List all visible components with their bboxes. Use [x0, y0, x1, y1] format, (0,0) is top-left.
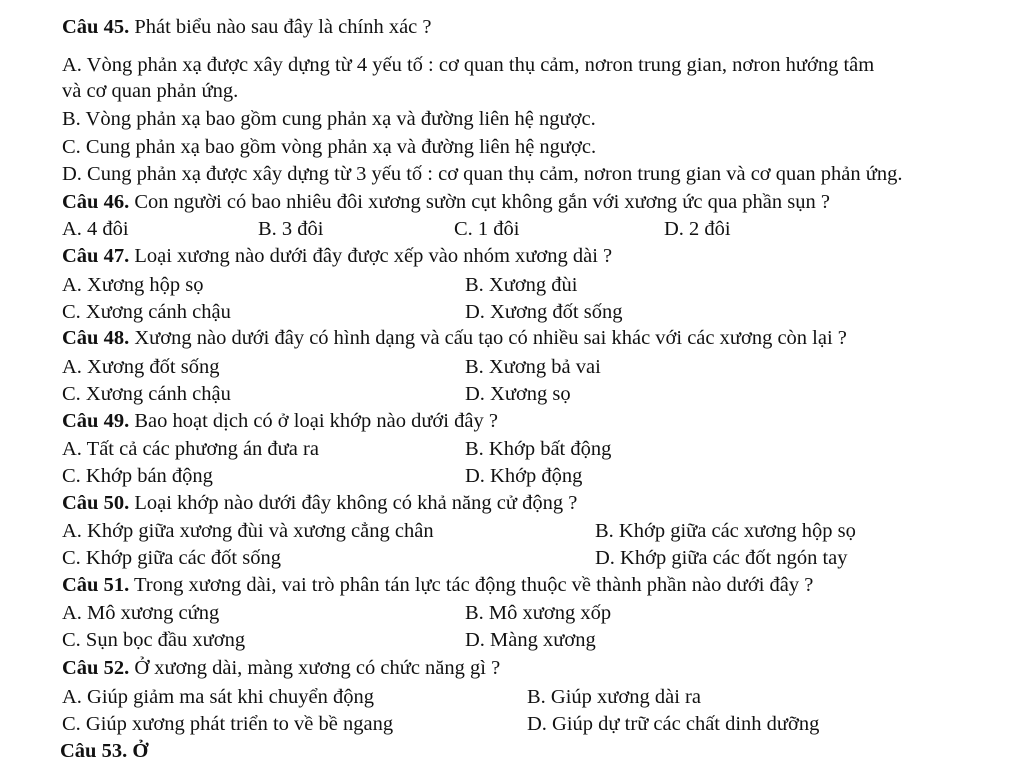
question-48	[62, 325, 847, 351]
question-label: Câu 47.	[62, 245, 130, 267]
option-text: B. Vòng phản xạ bao gồm cung phản xạ và đường liên hệ ngược.	[62, 108, 596, 130]
question-text: Phát biểu nào sau đây là chính xác ?	[134, 16, 432, 38]
options-row	[62, 216, 962, 242]
question-label: Câu 49.	[62, 410, 130, 432]
option-c: C. Giúp xương phát triển to về bề ngang	[62, 713, 394, 735]
option-b: B. Khớp giữa các xương hộp sọ	[595, 520, 856, 542]
option-d: D. Màng xương	[465, 629, 596, 651]
option-d: D. Khớp giữa các đốt ngón tay	[595, 547, 848, 569]
options-row	[62, 436, 962, 462]
question-text: Loại khớp nào dưới đây không có khả năng cử động ?	[134, 492, 578, 514]
question-label: Câu 50.	[62, 492, 130, 514]
options-row	[62, 684, 962, 710]
options-row	[62, 463, 962, 489]
option-c: C. Khớp giữa các đốt sống	[62, 547, 281, 569]
options-row	[62, 600, 962, 626]
question-51	[62, 572, 813, 598]
option-a-continued	[62, 78, 238, 104]
question-45	[62, 14, 432, 40]
option-d: D. Xương đốt sống	[465, 301, 623, 323]
option-text: và cơ quan phản ứng.	[62, 80, 239, 102]
option-b	[62, 106, 596, 132]
option-d	[62, 161, 902, 187]
options-row	[62, 518, 962, 544]
question-47	[62, 243, 612, 269]
question-text: Con người có bao nhiêu đôi xương sườn cụt không gắn với xương ức qua phần sụn ?	[134, 191, 830, 213]
question-label: Câu 45.	[62, 16, 130, 38]
question-52	[62, 655, 500, 681]
options-row	[62, 627, 962, 653]
question-text: Trong xương dài, vai trò phân tán lực tác động thuộc về thành phần nào dưới đây ?	[133, 574, 814, 596]
options-row	[62, 381, 962, 407]
option-d: D. Xương sọ	[465, 383, 571, 405]
option-d: D. Giúp dự trữ các chất dinh dưỡng	[527, 713, 820, 735]
question-text: Xương nào dưới đây có hình dạng và cấu tạo có nhiều sai khác với các xương còn lại ?	[134, 327, 847, 349]
option-a	[62, 52, 874, 78]
option-a: A. 4 đôi	[62, 218, 129, 240]
option-c: C. Xương cánh chậu	[62, 383, 231, 405]
option-c: C. Khớp bán động	[62, 465, 213, 487]
option-b: B. Xương đùi	[465, 274, 578, 296]
options-row	[62, 354, 962, 380]
option-text: A. Vòng phản xạ được xây dựng từ 4 yếu tố : cơ quan thụ cảm, nơron trung gian, nơron hướng tâm	[62, 54, 875, 76]
option-c: C. Sụn bọc đầu xương	[62, 629, 246, 651]
option-c: C. Xương cánh chậu	[62, 301, 231, 323]
option-b: B. Khớp bất động	[465, 438, 612, 460]
question-text: Loại xương nào dưới đây được xếp vào nhóm xương dài ?	[134, 245, 613, 267]
question-49	[62, 408, 498, 434]
option-b: B. Giúp xương dài ra	[527, 686, 701, 708]
option-a: A. Xương hộp sọ	[62, 274, 204, 296]
question-text: Bao hoạt dịch có ở loại khớp nào dưới đây ?	[134, 410, 498, 432]
options-row	[62, 272, 962, 298]
option-c	[62, 134, 596, 160]
option-c: C. 1 đôi	[454, 218, 520, 240]
options-row	[62, 711, 962, 737]
question-label: Câu 46.	[62, 191, 130, 213]
option-b: B. Mô xương xốp	[465, 602, 612, 624]
option-a: A. Xương đốt sống	[62, 356, 220, 378]
option-d: D. Khớp động	[465, 465, 583, 487]
question-50	[62, 490, 577, 516]
option-d: D. 2 đôi	[664, 218, 731, 240]
option-b: B. Xương bả vai	[465, 356, 601, 378]
options-row	[62, 299, 962, 325]
option-text: D. Cung phản xạ được xây dựng từ 3 yếu tố : cơ quan thụ cảm, nơron trung gian và cơ quan phản ứng.	[62, 163, 903, 185]
question-label: Câu 52.	[62, 657, 130, 679]
option-a: A. Mô xương cứng	[62, 602, 220, 624]
option-a: A. Khớp giữa xương đùi và xương cẳng chân	[62, 520, 434, 542]
option-a: A. Tất cả các phương án đưa ra	[62, 438, 319, 460]
question-46	[62, 189, 830, 215]
options-row	[62, 545, 962, 571]
cut-off-question: Câu 53. Ở	[60, 740, 149, 762]
option-a: A. Giúp giảm ma sát khi chuyển động	[62, 686, 375, 708]
option-text: C. Cung phản xạ bao gồm vòng phản xạ và đường liên hệ ngược.	[62, 136, 597, 158]
question-label: Câu 48.	[62, 327, 130, 349]
option-b: B. 3 đôi	[258, 218, 324, 240]
question-label: Câu 51.	[62, 574, 130, 596]
question-text: Ở xương dài, màng xương có chức năng gì ?	[134, 657, 501, 679]
